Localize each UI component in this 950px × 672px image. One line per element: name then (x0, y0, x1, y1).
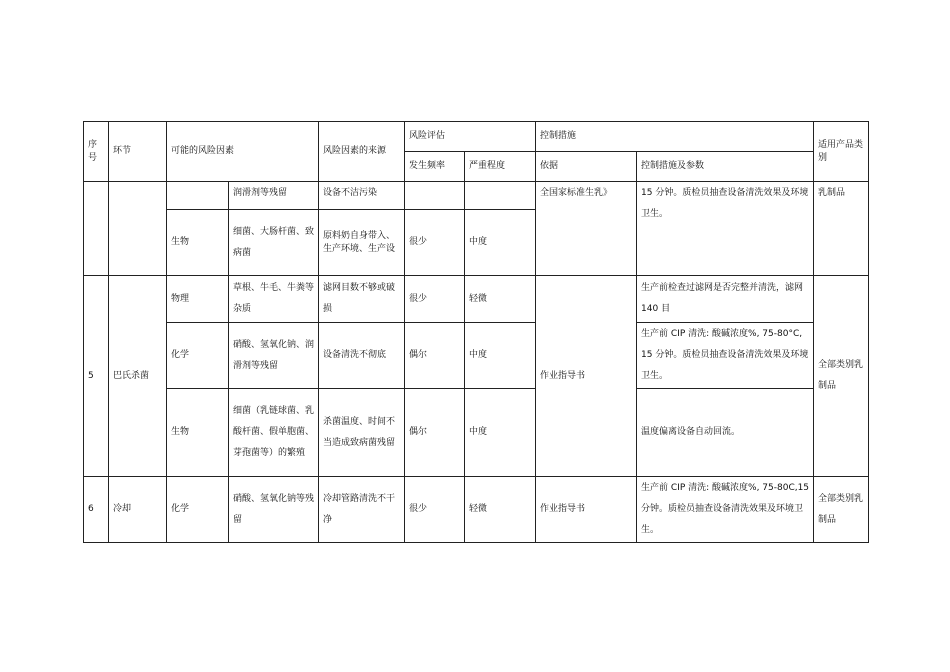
pasteur-chem-hazard: 硝酸、氢氧化钠、润滑剂等残留 (229, 323, 319, 389)
header-hazard: 可能的风险因素 (167, 122, 319, 182)
pasteur-bio-type: 生物 (167, 389, 229, 477)
cont-bio-source: 原料奶自身带入、生产环境、生产设 (319, 210, 405, 276)
pasteur-bio-source: 杀菌温度、时间不当造成致病菌残留 (319, 389, 405, 477)
cooling-stage: 冷却 (109, 477, 167, 543)
table-header-row (84, 122, 869, 152)
pasteur-chem-type: 化学 (167, 323, 229, 389)
pasteur-scope: 全部类别乳制品 (814, 276, 869, 477)
table-row (84, 389, 869, 477)
table-row (84, 276, 869, 323)
table-row (84, 477, 869, 543)
pasteur-phys-freq: 很少 (405, 276, 465, 323)
pasteur-chem-source: 设备清洗不彻底 (319, 323, 405, 389)
pasteur-basis: 作业指导书 (536, 276, 637, 477)
cont-stage-cell (109, 182, 167, 276)
cooling-scope: 全部类别乳制品 (814, 477, 869, 543)
header-severity: 严重程度 (465, 152, 536, 182)
header-freq: 发生频率 (405, 152, 465, 182)
header-seq: 序号 (84, 122, 109, 182)
header-source: 风险因素的来源 (319, 122, 405, 182)
pasteur-chem-measures: 生产前 CIP 清洗: 酸碱浓度%, 75-80°C, 15 分钟。质检员抽查设备清洗效果及环境卫生。 (637, 323, 814, 389)
cont-chem-freq (405, 182, 465, 210)
cont-scope: 乳制品 (814, 182, 869, 276)
header-measures: 控制措施及参数 (637, 152, 814, 182)
pasteur-phys-sev: 轻微 (465, 276, 536, 323)
cooling-basis: 作业指导书 (536, 477, 637, 543)
cooling-measures: 生产前 CIP 清洗: 酸碱浓度%, 75-80C,15 分钟。质检员抽查设备清洗效果及环境卫生。 (637, 477, 814, 543)
cont-seq-cell (84, 182, 109, 276)
header-stage: 环节 (109, 122, 167, 182)
cont-basis: 全国家标准生乳》 (536, 182, 637, 276)
pasteur-stage: 巴氏杀菌 (109, 276, 167, 477)
cont-bio-hazard: 细菌、大肠杆菌、致病菌 (229, 210, 319, 276)
pasteur-bio-measures: 温度偏离设备自动回流。 (637, 389, 814, 477)
pasteur-phys-hazard: 草根、牛毛、牛粪等杂质 (229, 276, 319, 323)
cont-bio-type: 生物 (167, 210, 229, 276)
pasteur-bio-sev: 中度 (465, 389, 536, 477)
cont-bio-sev: 中度 (465, 210, 536, 276)
cont-chem-type-cell (167, 182, 229, 210)
pasteur-chem-sev: 中度 (465, 323, 536, 389)
cooling-freq: 很少 (405, 477, 465, 543)
pasteur-phys-type: 物理 (167, 276, 229, 323)
header-control: 控制措施 (536, 122, 814, 152)
header-risk-eval: 风险评估 (405, 122, 536, 152)
table-row (84, 323, 869, 389)
header-basis: 依据 (536, 152, 637, 182)
risk-analysis-table (83, 121, 869, 543)
pasteur-chem-freq: 偶尔 (405, 323, 465, 389)
pasteur-phys-source: 滤网目数不够或破损 (319, 276, 405, 323)
cont-measures: 15 分钟。质检员抽查设备清洗效果及环境卫生。 (637, 182, 814, 276)
cooling-hazard: 硝酸、氢氧化钠等残留 (229, 477, 319, 543)
table-row (84, 182, 869, 210)
pasteur-bio-hazard: 细菌（乳链球菌、乳酸杆菌、假单胞菌、芽孢菌等）的繁殖 (229, 389, 319, 477)
cooling-type: 化学 (167, 477, 229, 543)
cont-bio-freq: 很少 (405, 210, 465, 276)
cooling-source: 冷却管路清洗不干净 (319, 477, 405, 543)
cooling-seq: 6 (84, 477, 109, 543)
pasteur-seq: 5 (84, 276, 109, 477)
pasteur-phys-measures: 生产前检查过滤网是否完整并清洗，滤网 140 目 (637, 276, 814, 323)
cont-chem-source: 设备不洁污染 (319, 182, 405, 210)
cooling-sev: 轻微 (465, 477, 536, 543)
header-scope: 适用产品类别 (814, 122, 869, 182)
cont-chem-hazard: 润滑剂等残留 (229, 182, 319, 210)
pasteur-bio-freq: 偶尔 (405, 389, 465, 477)
cont-chem-sev (465, 182, 536, 210)
